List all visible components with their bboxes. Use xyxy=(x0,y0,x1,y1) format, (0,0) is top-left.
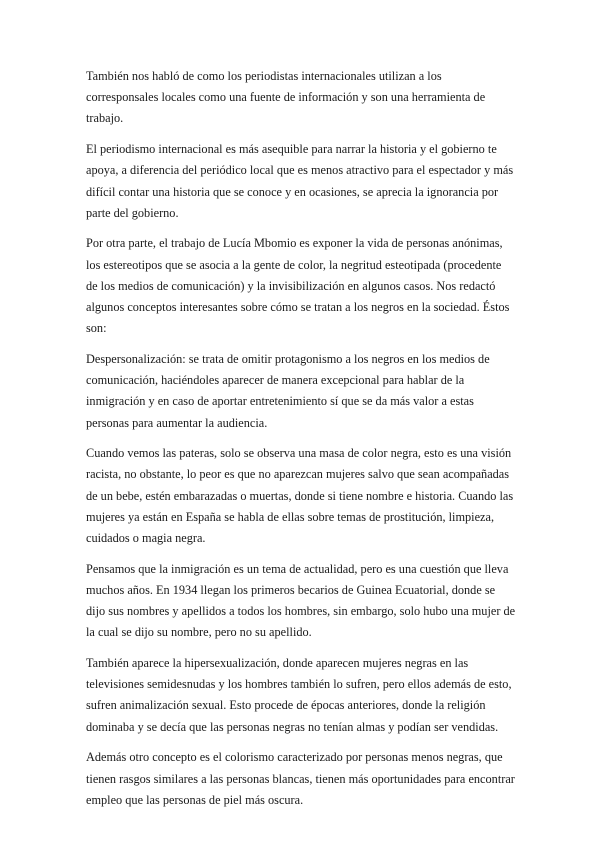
paragraph-2: El periodismo internacional es más asequible para narrar la historia y el gobierno te apoya, a diferencia del periódico local que es menos atractivo para el espectador y más difícil contar una historia que se conoce y en ocasiones, se aprecia la ignorancia por parte del gobierno. xyxy=(86,142,514,220)
paragraph-1: También nos habló de como los periodistas internacionales utilizan a los corresponsales locales como una fuente de información y son una herramienta de trabajo. xyxy=(86,69,486,126)
document-body xyxy=(86,66,516,821)
paragraph-3: Por otra parte, el trabajo de Lucía Mbomio es exponer la vida de personas anónimas, los estereotipos que se asocia a la gente de color, la negritud esteotipada (procedente de los medios de comunicación) y la invisibilización en algunos casos. Nos redactó algunos conceptos interesantes sobre cómo se tratan a los negros en la sociedad. Éstos son: xyxy=(86,236,510,336)
paragraph-4: Despersonalización: se trata de omitir protagonismo a los negros en los medios de comunicación, haciéndoles aparecer de manera excepcional para hablar de la inmigración y en caso de aportar entretenimiento sí que se da más valor a estas personas para aumentar la audiencia. xyxy=(86,351,490,430)
paragraph-8: Además otro concepto es el colorismo caracterizado por personas menos negras, que tienen rasgos similares a las personas blancas, tienen más oportunidades para encontrar empleo que las personas de piel más oscura. xyxy=(86,750,515,807)
paragraph-7: También aparece la hipersexualización, donde aparecen mujeres negras en las televisiones semidesnudas y los hombres también lo sufren, pero ellos además de esto, sufren animalización sexual. Esto procede de épocas anteriores, donde la religión dominaba y se decía que las personas negras no tenían almas y podían ser vendidas. xyxy=(86,656,512,734)
paragraph-5: Cuando vemos las pateras, solo se observa una masa de color negra, esto es una visión racista, no obstante, lo peor es que no aparezcan mujeres salvo que sean acompañadas de un bebe, estén embarazadas o muertas, donde si tiene nombre e historia. Cuando las mujeres ya están en España se habla de ellas sobre temas de prostitución, limpieza, cuidados o magia negra. xyxy=(86,446,514,546)
paragraph-6: Pensamos que la inmigración es un tema de actualidad, pero es una cuestión que lleva muchos años. En 1934 llegan los primeros becarios de Guinea Ecuatorial, donde se dijo sus nombres y apellidos a todos los hombres, sin embargo, solo hubo una mujer de la cual se dijo su nombre, pero no su apellido. xyxy=(86,561,516,640)
